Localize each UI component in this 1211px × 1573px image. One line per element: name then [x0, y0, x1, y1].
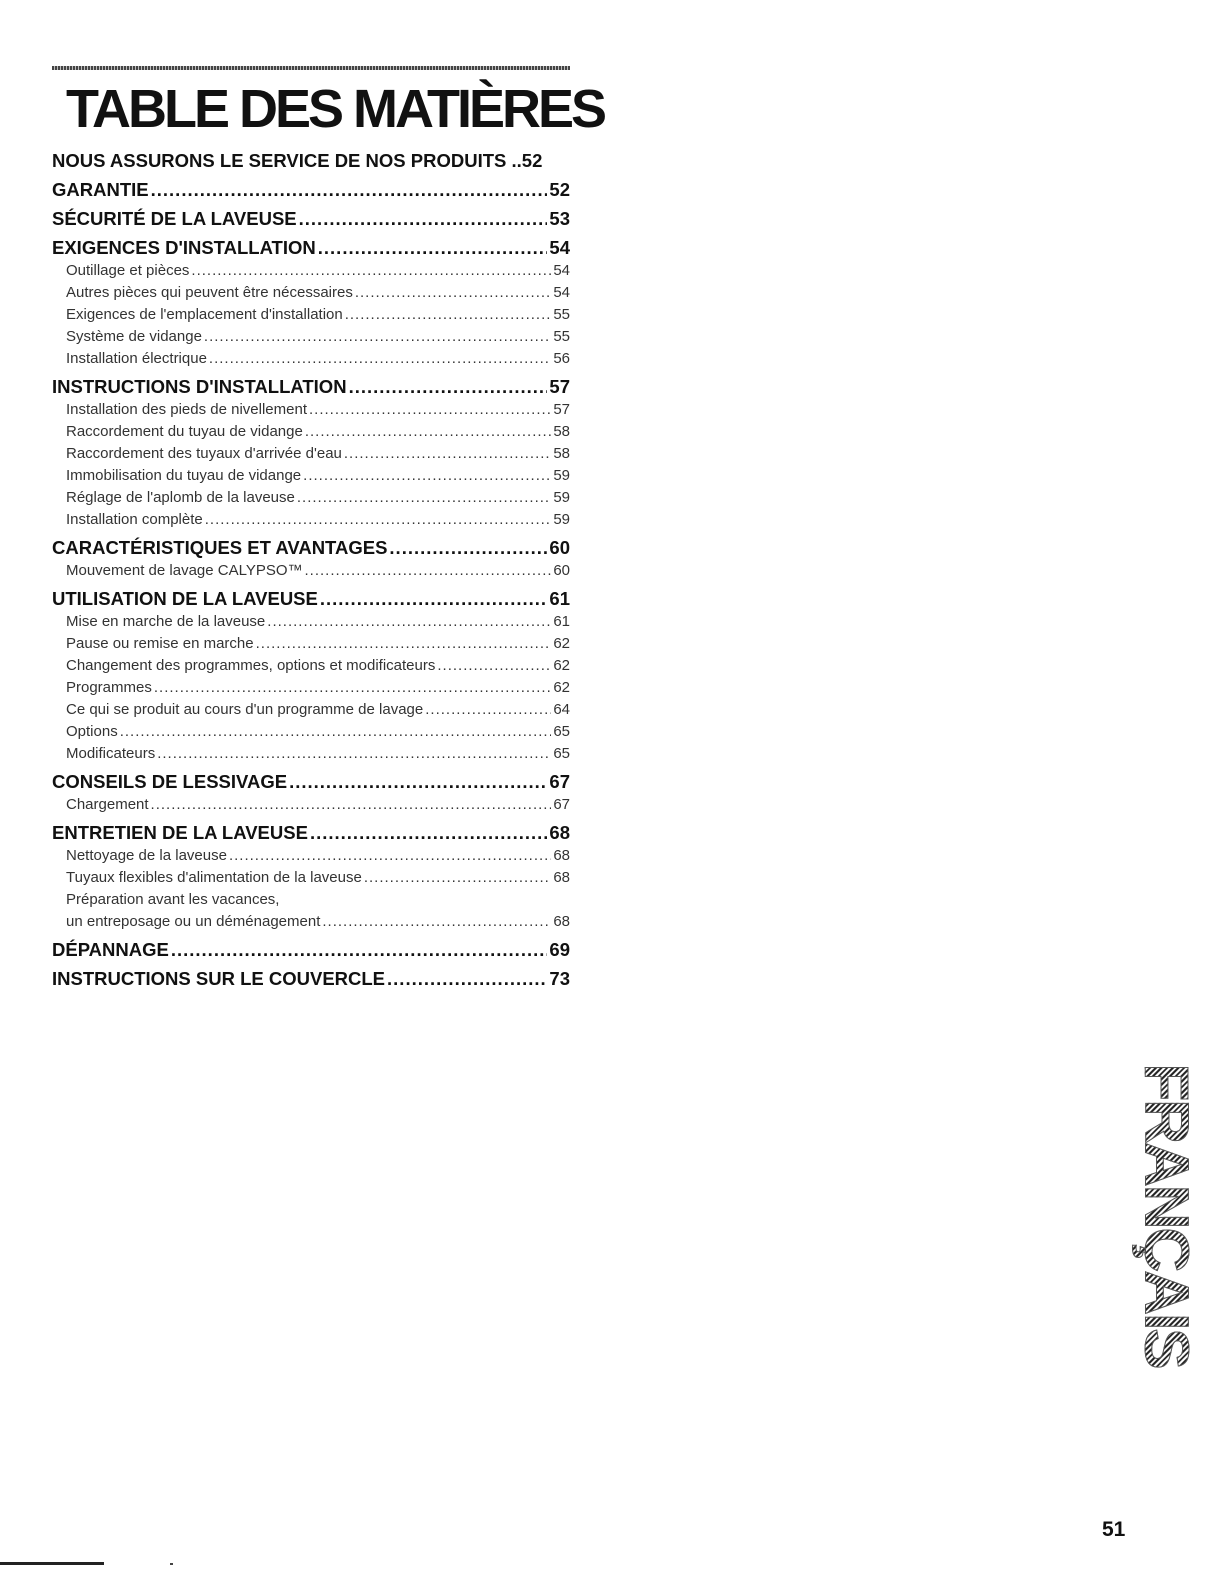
toc-entry-title: Nettoyage de la laveuse	[66, 847, 227, 864]
toc-entry-title: Modificateurs	[66, 745, 156, 762]
toc-section	[52, 206, 570, 231]
dot-leader	[289, 769, 547, 794]
toc-page-number: 68	[553, 869, 570, 886]
toc-section	[52, 535, 570, 560]
toc-page-number: 62	[553, 635, 570, 652]
dot-leader	[305, 560, 552, 582]
toc-page-number: 59	[553, 467, 570, 484]
toc-entry-title: Pause ou remise en marche	[66, 635, 254, 652]
toc-page-number: 64	[553, 701, 570, 718]
toc-entry-title: NOUS ASSURONS LE SERVICE DE NOS PRODUITS ..	[52, 150, 522, 171]
toc-entry-title: INSTRUCTIONS SUR LE COUVERCLE	[52, 968, 386, 989]
toc-subsection	[52, 677, 570, 699]
toc-page-number: 54	[553, 284, 570, 301]
toc-subsection	[52, 260, 570, 282]
footer-mark	[170, 1563, 173, 1565]
dot-leader	[297, 487, 551, 509]
page-title: TABLE DES MATIÈRES	[66, 79, 605, 139]
toc-page-number: 55	[553, 328, 570, 345]
dot-leader	[229, 845, 551, 867]
toc-page-number: 68	[553, 913, 570, 930]
dot-leader	[267, 611, 551, 633]
toc-subsection	[52, 348, 570, 370]
dot-leader	[151, 794, 552, 816]
toc-page-number: 57	[553, 401, 570, 418]
toc-page-number: 60	[549, 537, 570, 558]
toc-page-number: 52	[549, 179, 570, 200]
footer-rule	[0, 1562, 104, 1565]
toc-page-number: 58	[553, 445, 570, 462]
dot-leader	[157, 743, 551, 765]
toc-page-number: 73	[549, 968, 570, 989]
toc-page-number: 53	[549, 208, 570, 229]
toc-page-number: 52	[521, 150, 543, 171]
page-number: 51	[1102, 1518, 1126, 1541]
dot-leader	[191, 260, 551, 282]
toc-subsection	[52, 633, 570, 655]
dot-leader	[154, 677, 551, 699]
toc-entry-title: UTILISATION DE LA LAVEUSE	[52, 588, 318, 609]
dot-leader	[344, 443, 551, 465]
dot-leader	[204, 326, 551, 348]
toc-page-number: 65	[553, 745, 570, 762]
dot-leader	[349, 374, 548, 399]
dot-leader	[318, 235, 548, 260]
toc-entry-title: un entreposage ou un déménagement	[66, 913, 321, 930]
toc-entry-title: Programmes	[66, 679, 152, 696]
dot-leader	[389, 535, 547, 560]
toc-subsection	[52, 487, 570, 509]
toc-page-number: 61	[553, 613, 570, 630]
toc-subsection	[52, 867, 570, 889]
toc-subsection	[52, 509, 570, 531]
toc-entry-title: Ce qui se produit au cours d'un programme de lavage	[66, 701, 424, 718]
toc-section	[52, 374, 570, 399]
toc-page-number: 54	[553, 262, 570, 279]
toc-subsection	[52, 655, 570, 677]
toc-entry-title: Changement des programmes, options et modificateurs	[66, 657, 436, 674]
toc-page-number: 59	[553, 489, 570, 506]
toc-page-number: 68	[553, 847, 570, 864]
dot-leader	[345, 304, 552, 326]
toc-entry-title: Mouvement de lavage CALYPSO™	[66, 562, 303, 579]
dot-leader	[151, 177, 548, 202]
toc-entry-title: DÉPANNAGE	[52, 939, 169, 960]
toc-subsection	[52, 465, 570, 487]
toc-subsection	[52, 560, 570, 582]
toc-page-number: 65	[553, 723, 570, 740]
dot-leader	[355, 282, 551, 304]
toc-entry-title: Installation complète	[66, 511, 203, 528]
dot-leader	[322, 911, 551, 933]
toc-subsection	[52, 845, 570, 867]
toc-entry-title: ENTRETIEN DE LA LAVEUSE	[52, 822, 308, 843]
toc-page-number: 67	[549, 771, 570, 792]
toc-entry-title: SÉCURITÉ DE LA LAVEUSE	[52, 208, 297, 229]
toc-entry-title: Raccordement du tuyau de vidange	[66, 423, 303, 440]
toc-entry-title: Chargement	[66, 796, 149, 813]
dot-leader	[364, 867, 552, 889]
toc-section	[52, 820, 570, 845]
dot-leader	[309, 399, 551, 421]
header-rule	[52, 66, 570, 70]
dot-leader	[305, 421, 551, 443]
toc-subsection	[52, 443, 570, 465]
dot-leader	[299, 206, 548, 231]
toc-section	[52, 937, 570, 962]
toc-entry-title: Tuyaux flexibles d'alimentation de la laveuse	[66, 869, 362, 886]
table-of-contents	[52, 148, 570, 991]
dot-leader	[387, 966, 547, 991]
toc-entry-title: Outillage et pièces	[66, 262, 190, 279]
toc-entry-title: Immobilisation du tuyau de vidange	[66, 467, 302, 484]
toc-subsection	[52, 889, 570, 911]
toc-page-number: 56	[553, 350, 570, 367]
toc-section	[52, 769, 570, 794]
toc-page-number: 61	[549, 588, 570, 609]
toc-section	[52, 586, 570, 611]
toc-page-number: 62	[553, 679, 570, 696]
toc-entry-title: Réglage de l'aplomb de la laveuse	[66, 489, 295, 506]
toc-entry-title: Options	[66, 723, 118, 740]
toc-entry-title: Exigences de l'emplacement d'installation	[66, 306, 343, 323]
toc-page-number: 67	[553, 796, 570, 813]
toc-entry-title: CONSEILS DE LESSIVAGE	[52, 771, 288, 792]
toc-entry-title: Système de vidange	[66, 328, 202, 345]
toc-subsection	[52, 304, 570, 326]
toc-entry-title: Raccordement des tuyaux d'arrivée d'eau	[66, 445, 342, 462]
toc-subsection	[52, 794, 570, 816]
toc-subsection	[52, 399, 570, 421]
toc-page-number: 59	[553, 511, 570, 528]
toc-page-number: 62	[553, 657, 570, 674]
toc-entry-title: Installation électrique	[66, 350, 207, 367]
toc-entry-title: GARANTIE	[52, 179, 149, 200]
dot-leader	[310, 820, 547, 845]
toc-page-number: 69	[549, 939, 570, 960]
dot-leader	[425, 699, 551, 721]
toc-page-number: 58	[553, 423, 570, 440]
toc-entry-title: Autres pièces qui peuvent être nécessaires	[66, 284, 353, 301]
dot-leader	[205, 509, 552, 531]
dot-leader	[320, 586, 548, 611]
toc-page-number: 54	[549, 237, 570, 258]
toc-subsection	[52, 282, 570, 304]
dot-leader	[209, 348, 551, 370]
dot-leader	[303, 465, 551, 487]
dot-leader	[120, 721, 552, 743]
dot-leader	[437, 655, 551, 677]
toc-page-number: 68	[549, 822, 570, 843]
side-label-text: FRANÇAIS	[1131, 1062, 1201, 1368]
toc-subsection	[52, 743, 570, 765]
toc-subsection	[52, 326, 570, 348]
toc-entry-title: INSTRUCTIONS D'INSTALLATION	[52, 376, 347, 397]
toc-subsection	[52, 699, 570, 721]
toc-subsection	[52, 611, 570, 633]
toc-entry-title: EXIGENCES D'INSTALLATION	[52, 237, 316, 258]
dot-leader	[171, 937, 548, 962]
toc-section	[52, 966, 570, 991]
toc-page-number: 60	[553, 562, 570, 579]
toc-entry-title: Installation des pieds de nivellement	[66, 401, 307, 418]
toc-page-number: 57	[549, 376, 570, 397]
toc-subsection	[52, 421, 570, 443]
toc-subsection	[52, 911, 570, 933]
toc-entry-title: Préparation avant les vacances,	[66, 891, 280, 908]
toc-section	[52, 177, 570, 202]
toc-entry-title: CARACTÉRISTIQUES ET AVANTAGES	[52, 537, 388, 558]
toc-entry-title: Mise en marche de la laveuse	[66, 613, 266, 630]
toc-section	[52, 235, 570, 260]
toc-section	[52, 148, 570, 173]
toc-subsection	[52, 721, 570, 743]
dot-leader	[256, 633, 552, 655]
toc-page-number: 55	[553, 306, 570, 323]
language-side-label	[1131, 1062, 1201, 1368]
